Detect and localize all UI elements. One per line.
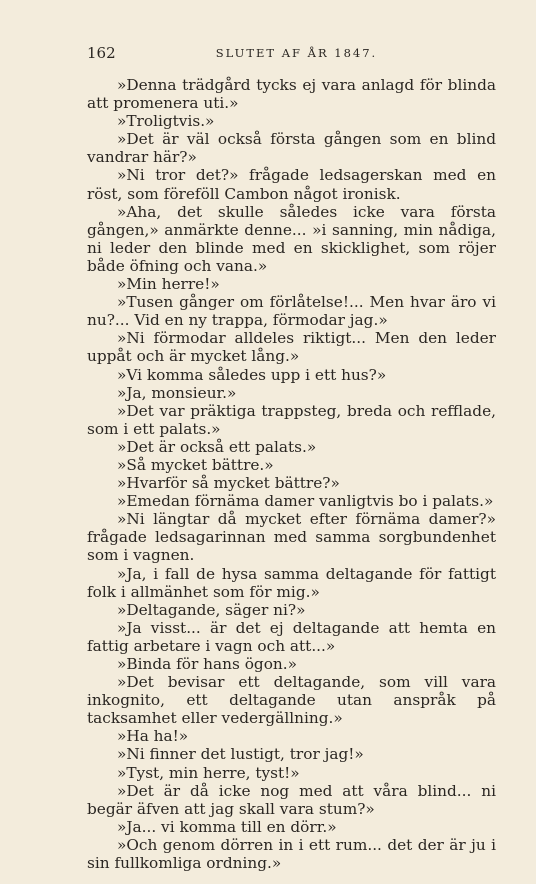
paragraph: »Binda för hans ögon.» (117, 655, 297, 673)
paragraph: »Ja, monsieur.» (117, 383, 237, 402)
running-title: SLUTET AF ÅR 1847. (215, 46, 378, 60)
paragraph: »Ja... vi komma till en dörr.» (117, 817, 337, 836)
paragraph: »Det bevisar ett deltagande, som vill vara inkognito, ett deltagande utan anspråk på tacksamhet eller vedergällning.» (87, 673, 496, 728)
page-header (87, 44, 496, 64)
paragraph: »Tusen gånger om förlåtelse!... Men hvar äro vi nu?... Vid en ny trappa, förmodar jag.» (87, 293, 496, 330)
paragraph: »Deltagande, säger ni?» (117, 600, 306, 619)
paragraph: »Ha ha!» (117, 727, 189, 746)
paragraph: »Troligtvis.» (117, 112, 215, 131)
paragraph: »Ni tror det?» frågade ledsagerskan med en röst, som föreföll Cambon något ironisk. (87, 166, 496, 203)
paragraph: »Ja, i fall de hysa samma deltagande för fattigt folk i allmänhet som för mig.» (87, 564, 496, 601)
paragraph: »Det är också ett palats.» (117, 437, 317, 456)
paragraph: »Denna trädgård tycks ej vara anlagd för blinda att promenera uti.» (87, 76, 496, 113)
paragraph: »Min herre!» (117, 275, 220, 294)
paragraph: »Tyst, min herre, tyst!» (117, 763, 300, 782)
paragraph: »Ja visst... är det ej deltagande att hemta en fattig arbetare i vagn och att...» (87, 618, 496, 655)
paragraph: »Ni längtar då mycket efter förnäma damer?» frågade ledsagarinnan med samma sorgbundenhet som i vagnen. (87, 510, 496, 565)
paragraph: »Och genom dörren in i ett rum... det der är ju i sin fullkomliga ordning.» (87, 835, 496, 873)
paragraph: »Ni finner det lustigt, tror jag!» (117, 745, 364, 764)
page-number: 162 (87, 44, 116, 62)
paragraph: »Det är då icke nog med att våra blind... ni begär äfven att jag skall vara stum?» (87, 781, 496, 818)
paragraph: »Det är väl också första gången som en blind vandrar här?» (87, 130, 496, 167)
paragraph: »Aha, det skulle således icke vara första gången,» anmärkte denne... »i sanning, min nådiga, ni leder den blinde med en skicklighet, som röjer både öfning och vana.» (87, 202, 496, 275)
paragraph: »Vi komma således upp i ett hus?» (117, 365, 387, 384)
paragraph: »Emedan förnäma damer vanligtvis bo i palats.» (117, 492, 494, 511)
paragraph: »Ni förmodar alldeles riktigt... Men den leder uppåt och är mycket lång.» (87, 329, 496, 366)
paragraph: »Det var präktiga trappsteg, breda och refflade, som i ett palats.» (87, 401, 496, 438)
paragraph: »Hvarför så mycket bättre?» (117, 474, 340, 493)
paragraph: »Så mycket bättre.» (117, 455, 274, 474)
page-body-text (87, 76, 496, 872)
